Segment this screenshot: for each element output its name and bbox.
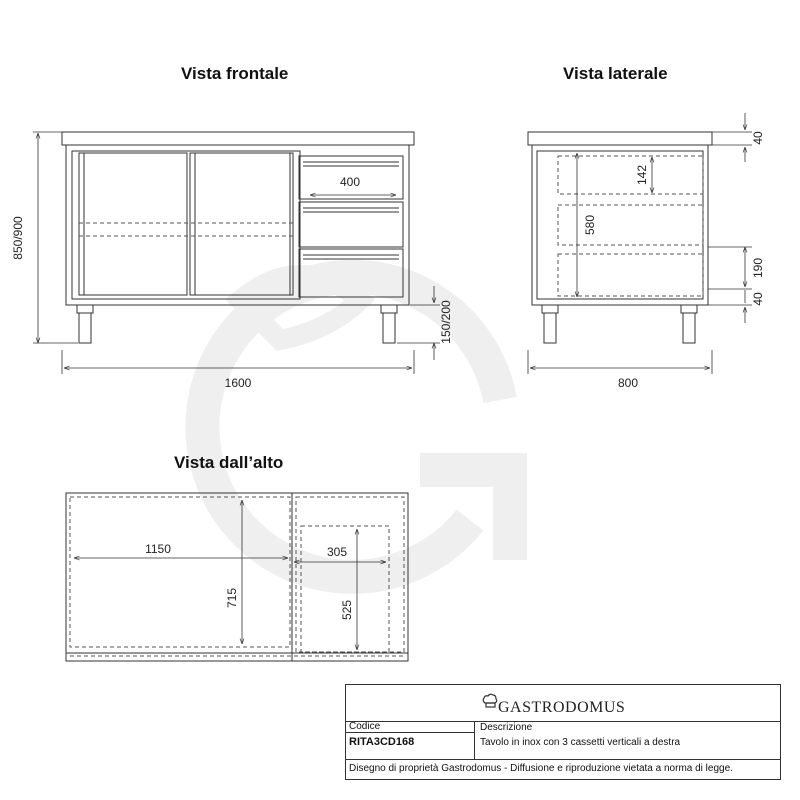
chef-hat-icon bbox=[480, 691, 500, 711]
description-label: Descrizione bbox=[480, 722, 533, 733]
side-top-slab bbox=[528, 132, 712, 145]
copyright-footer: Disegno di proprietà Gastrodomus - Diffusione e riproduzione vietata a norma di legge. bbox=[349, 763, 733, 774]
top-view-title: Vista dall’alto bbox=[174, 453, 284, 472]
front-dim-leg-height: 150/200 bbox=[439, 300, 453, 344]
front-door-left bbox=[79, 153, 187, 295]
side-view-title: Vista laterale bbox=[563, 64, 668, 83]
top-dim-drawer-width: 305 bbox=[326, 545, 348, 559]
front-dim-total-height: 850/900 bbox=[11, 216, 25, 260]
front-leg-left bbox=[79, 313, 91, 343]
front-drawer-3 bbox=[299, 249, 403, 297]
top-drawer-zone-dashed bbox=[296, 497, 404, 652]
top-dim-cabinet-depth: 715 bbox=[225, 587, 239, 609]
side-dim-bottom-band: 40 bbox=[751, 292, 765, 306]
code-label: Codice bbox=[349, 721, 381, 732]
front-body bbox=[66, 145, 409, 305]
front-dim-total-width: 1600 bbox=[224, 376, 252, 390]
title-block bbox=[345, 684, 781, 780]
brand-name: GASTRODOMUS bbox=[498, 699, 626, 716]
front-leg-right-top bbox=[381, 305, 397, 313]
front-door-right bbox=[190, 153, 293, 295]
description-value: Tavolo in inox con 3 cassetti verticali a destra bbox=[480, 737, 681, 748]
top-cabinet-dashed bbox=[70, 497, 290, 647]
front-dim-drawer-width: 400 bbox=[339, 175, 361, 189]
title-block-info-row bbox=[346, 721, 780, 760]
side-leg-right bbox=[683, 313, 695, 343]
top-dim-cabinet-width: 1150 bbox=[145, 542, 171, 556]
side-inner-frame bbox=[537, 151, 703, 299]
side-dim-top-thickness: 40 bbox=[751, 131, 765, 145]
code-value: RITA3CD168 bbox=[349, 736, 415, 748]
side-leg-left bbox=[544, 313, 556, 343]
side-dim-inner-height: 580 bbox=[583, 214, 597, 236]
top-dim-drawer-depth: 525 bbox=[340, 599, 354, 621]
front-top-slab bbox=[62, 132, 414, 145]
side-leg-left-top bbox=[542, 305, 558, 313]
side-dim-drawer-height: 142 bbox=[635, 164, 649, 186]
side-leg-right-top bbox=[681, 305, 697, 313]
side-drawer-outlines bbox=[558, 156, 703, 296]
side-dim-shelf-height: 190 bbox=[751, 257, 765, 279]
front-drawer-2 bbox=[299, 202, 403, 247]
front-cabinet-frame bbox=[72, 151, 300, 299]
front-view-title: Vista frontale bbox=[181, 64, 289, 83]
title-block-brand-row bbox=[346, 685, 780, 722]
side-dim-depth: 800 bbox=[617, 376, 639, 390]
front-leg-left-top bbox=[77, 305, 93, 313]
front-view bbox=[62, 132, 414, 343]
side-view bbox=[528, 132, 712, 343]
front-leg-right bbox=[383, 313, 395, 343]
